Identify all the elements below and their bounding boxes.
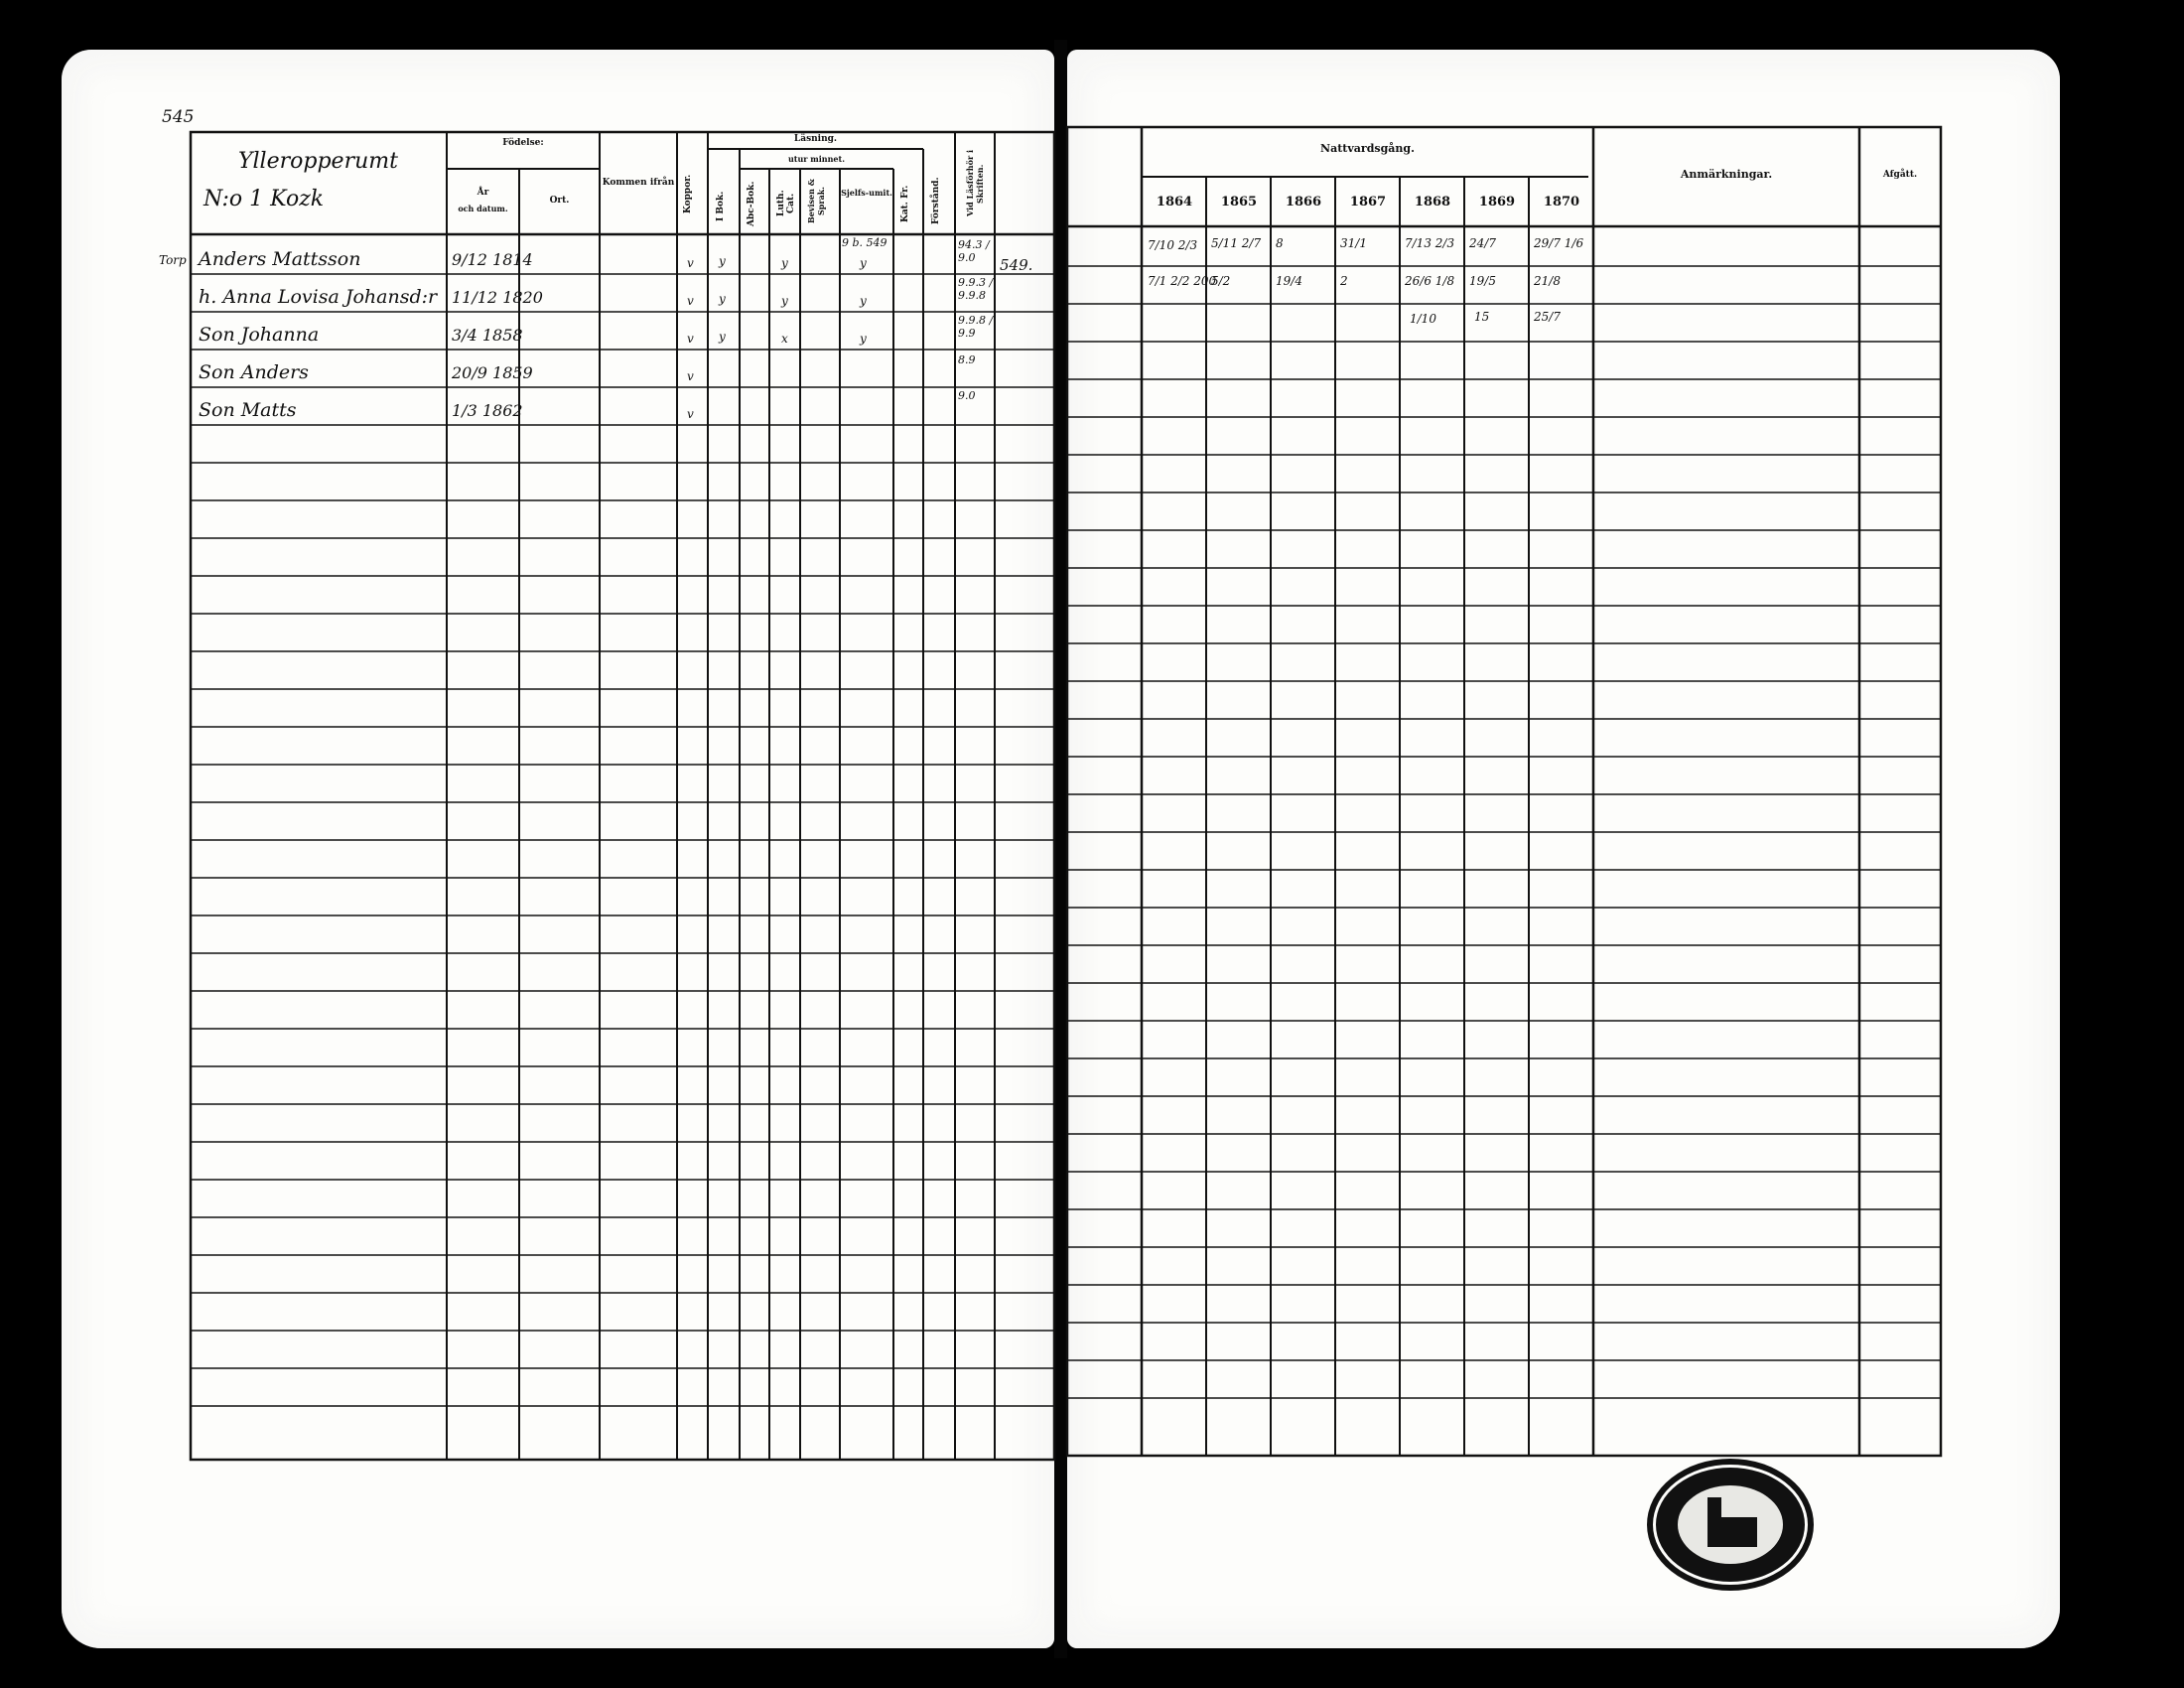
header-vid-lasforhor: Vid Läsförhör i Skriften.: [965, 150, 985, 217]
birth-date: 1/3 1862: [452, 401, 523, 420]
luth-mark: y: [781, 294, 788, 308]
communion-mark: 7/10 2/3: [1148, 238, 1198, 252]
birth-date: 9/12 1814: [452, 250, 533, 269]
communion-mark: 26/6 1/8: [1405, 274, 1455, 288]
communion-mark: 7/13 2/3: [1405, 236, 1455, 250]
i-bok-mark: y: [719, 292, 726, 306]
year-header: 1865: [1220, 195, 1258, 210]
vid-lasforhor-value: 9.9.8 / 9.9: [958, 314, 994, 340]
communion-mark: 19/5: [1469, 274, 1496, 288]
header-abc-bok: Abc-Bok.: [747, 181, 756, 226]
header-afgatt: Afgått.: [1882, 170, 1918, 180]
margin-note: Torp: [159, 253, 187, 267]
header-anmarkningar: Anmärkningar.: [1680, 168, 1773, 181]
communion-mark: 21/8: [1534, 274, 1561, 288]
luth-mark: x: [781, 332, 788, 346]
church-nave-icon: [1721, 1517, 1757, 1547]
communion-mark: 5/2: [1211, 274, 1231, 288]
communion-mark: 31/1: [1340, 236, 1367, 250]
communion-mark: 7/1 2/2 200: [1148, 274, 1217, 288]
communion-mark: 29/7 1/6: [1534, 236, 1584, 250]
header-utur-minnet: utur minnet.: [787, 154, 846, 164]
communion-mark: 8: [1276, 236, 1284, 250]
year-header: 1868: [1414, 195, 1451, 210]
header-forstand: Förstånd.: [931, 177, 941, 225]
year-header: 1870: [1543, 195, 1580, 210]
communion-mark: 2: [1340, 274, 1348, 288]
luth-mark: y: [781, 256, 788, 270]
header-koppor: Koppor.: [683, 174, 693, 213]
header-kat-fr: Kat. Fr.: [900, 185, 910, 222]
communion-mark: 19/4: [1276, 274, 1302, 288]
year-header: 1866: [1285, 195, 1322, 210]
header-luth-cat: Luth. Cat.: [776, 190, 796, 217]
header-fodelse: Födelse:: [502, 138, 544, 148]
i-bok-mark: y: [719, 330, 726, 344]
sjelf-top-note: 9 b. 549: [842, 236, 887, 249]
vid-lasforhor-value: 94.3 / 9.0: [958, 238, 990, 264]
person-name: Son Anders: [199, 361, 309, 383]
church-tower-icon: [1707, 1497, 1721, 1547]
person-name: h. Anna Lovisa Johansd:r: [199, 286, 438, 308]
person-name: Son Matts: [199, 399, 297, 421]
birth-date: 3/4 1858: [452, 326, 523, 345]
farm-number: N:o 1 Kozk: [204, 187, 325, 211]
communion-mark: 5/11 2/7: [1211, 236, 1262, 250]
person-name: Son Johanna: [199, 324, 320, 346]
header-ar: År: [477, 188, 489, 198]
koppor-mark: v: [687, 369, 694, 383]
sjelf-mark: y: [860, 256, 867, 270]
header-kommen-ifran: Kommen ifrån: [602, 178, 675, 188]
sjelf-mark: y: [860, 332, 867, 346]
birth-date: 20/9 1859: [452, 363, 533, 382]
year-header: 1869: [1478, 195, 1516, 210]
vid-lasforhor-value: 9.9.3 / 9.9.8: [958, 276, 994, 302]
header-i-bok: I Bok.: [716, 191, 726, 221]
header-ort: Ort.: [549, 196, 570, 206]
koppor-mark: v: [687, 407, 694, 421]
communion-mark: 1/10: [1410, 312, 1436, 326]
header-bevisen: Bevisen & Sprak.: [806, 179, 826, 223]
year-header: 1867: [1349, 195, 1387, 210]
archive-stamp: [1653, 1465, 1808, 1585]
koppor-mark: v: [687, 332, 694, 346]
communion-mark: 25/7: [1534, 310, 1561, 324]
vid-lasforhor-value: 9.0: [958, 389, 976, 402]
year-header: 1864: [1156, 195, 1193, 210]
header-sjelfs-umit: Sjelfs-umit.: [841, 188, 892, 198]
header-lasning: Läsning.: [793, 134, 838, 144]
vid-lasforhor-value: 8.9: [958, 353, 976, 366]
sjelf-mark: y: [860, 294, 867, 308]
header-och-datum: och datum.: [458, 204, 508, 213]
farm-title: Ylleropperumt: [238, 149, 398, 174]
communion-mark: 24/7: [1469, 236, 1496, 250]
koppor-mark: v: [687, 294, 694, 308]
header-nattvardsgang: Nattvardsgång.: [1320, 142, 1415, 155]
birth-date: 11/12 1820: [452, 288, 543, 307]
cross-reference-note: 549.: [1000, 256, 1033, 274]
i-bok-mark: y: [719, 254, 726, 268]
page-number: 545: [162, 107, 195, 127]
koppor-mark: v: [687, 256, 694, 270]
communion-mark: 15: [1474, 310, 1490, 324]
person-name: Anders Mattsson: [199, 248, 361, 270]
